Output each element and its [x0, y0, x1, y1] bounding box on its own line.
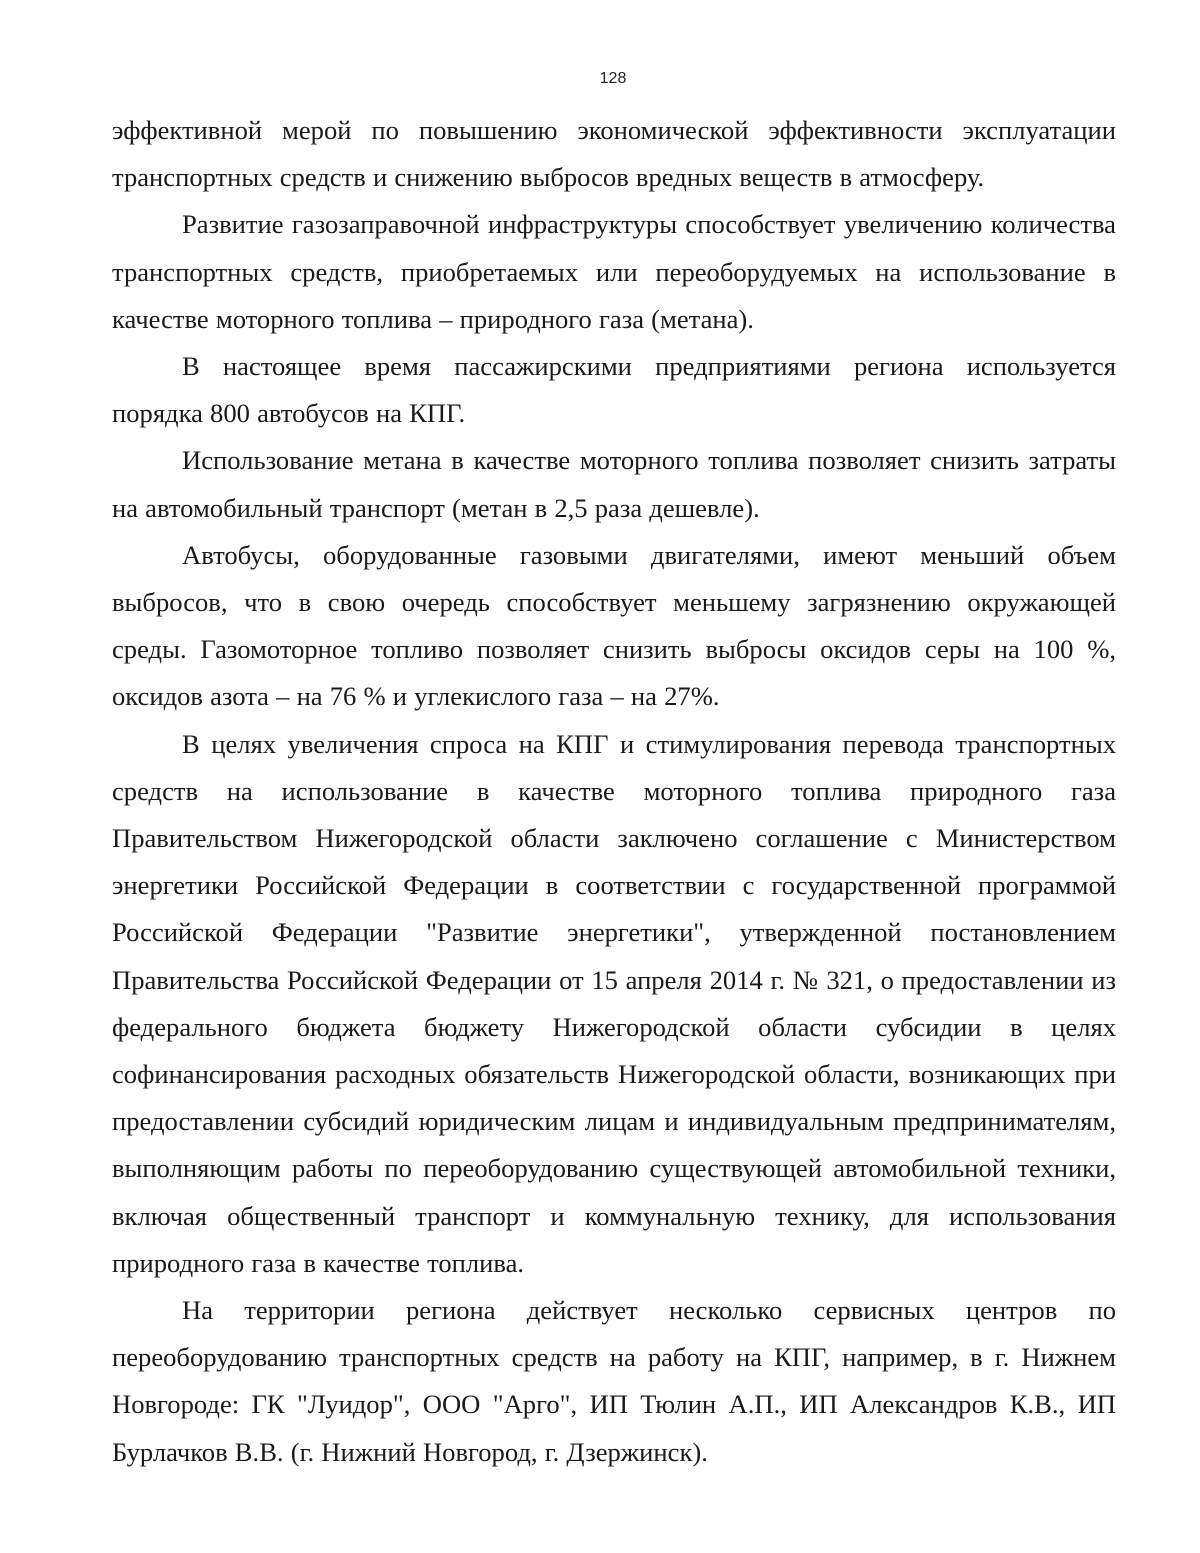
paragraph-emissions: Автобусы, оборудованные газовыми двигателями, имеют меньший объем выбросов, что в свою очередь способствует меньшему загрязнению окружающей среды. Газомоторное топливо позволяет снизить выбросы оксидов серы на 100 %, оксидов азота – на 76 % и углекислого газа – на 27%. [112, 539, 1116, 712]
paragraph-service-centers: На территории региона действует несколько сервисных центров по переоборудованию транспортных средств на работу на КПГ, например, в г. Нижнем Новгороде: ГК "Луидор", ООО "Арго", ИП Тюлин А.П., ИП Александров К.В., ИП Бурлачков В.В. (г. Нижний Новгород, г. Дзержинск). [112, 1295, 1116, 1467]
paragraph-gas-infrastructure: Развитие газозаправочной инфраструктуры способствует увеличению количества транспортных средств, приобретаемых или переоборудуемых на использование в качестве моторного топлива – природного газа (метана). [112, 209, 1116, 334]
paragraph-government-agreement: В целях увеличения спроса на КПГ и стимулирования перевода транспортных средств на использование в качестве моторного топлива природного газа Правительством Нижегородской области заключено соглашение с Министерством энергетики Российской Федерации в соответствии с государственной программой Российской Федерации "Развитие энергетики", утвержденной постановлением Правительства Российской Федерации от 15 апреля 2014 г. № 321, о предоставлении из федерального бюджета бюджету Нижегородской области субсидии в целях софинансирования расходных обязательств Нижегородской области, возникающих при предоставлении субсидий юридическим лицам и индивидуальным предпринимателям, выполняющим работы по переоборудованию существующей автомобильной техники, включая общественный транспорт и коммунальную технику, для использования природного газа в качестве топлива. [112, 728, 1116, 1278]
document-body [112, 107, 1116, 1476]
page-number: 128 [599, 70, 627, 87]
paragraph-methane-cost: Использование метана в качестве моторного топлива позволяет снизить затраты на автомобильный транспорт (метан в 2,5 раза дешевле). [112, 445, 1116, 523]
paragraph-continuation: эффективной мерой по повышению экономической эффективности эксплуатации транспортных средств и снижению выбросов вредных веществ в атмосферу. [112, 115, 1116, 193]
paragraph-buses-on-cng: В настоящее время пассажирскими предприятиями региона используется порядка 800 автобусов на КПГ. [112, 351, 1116, 429]
